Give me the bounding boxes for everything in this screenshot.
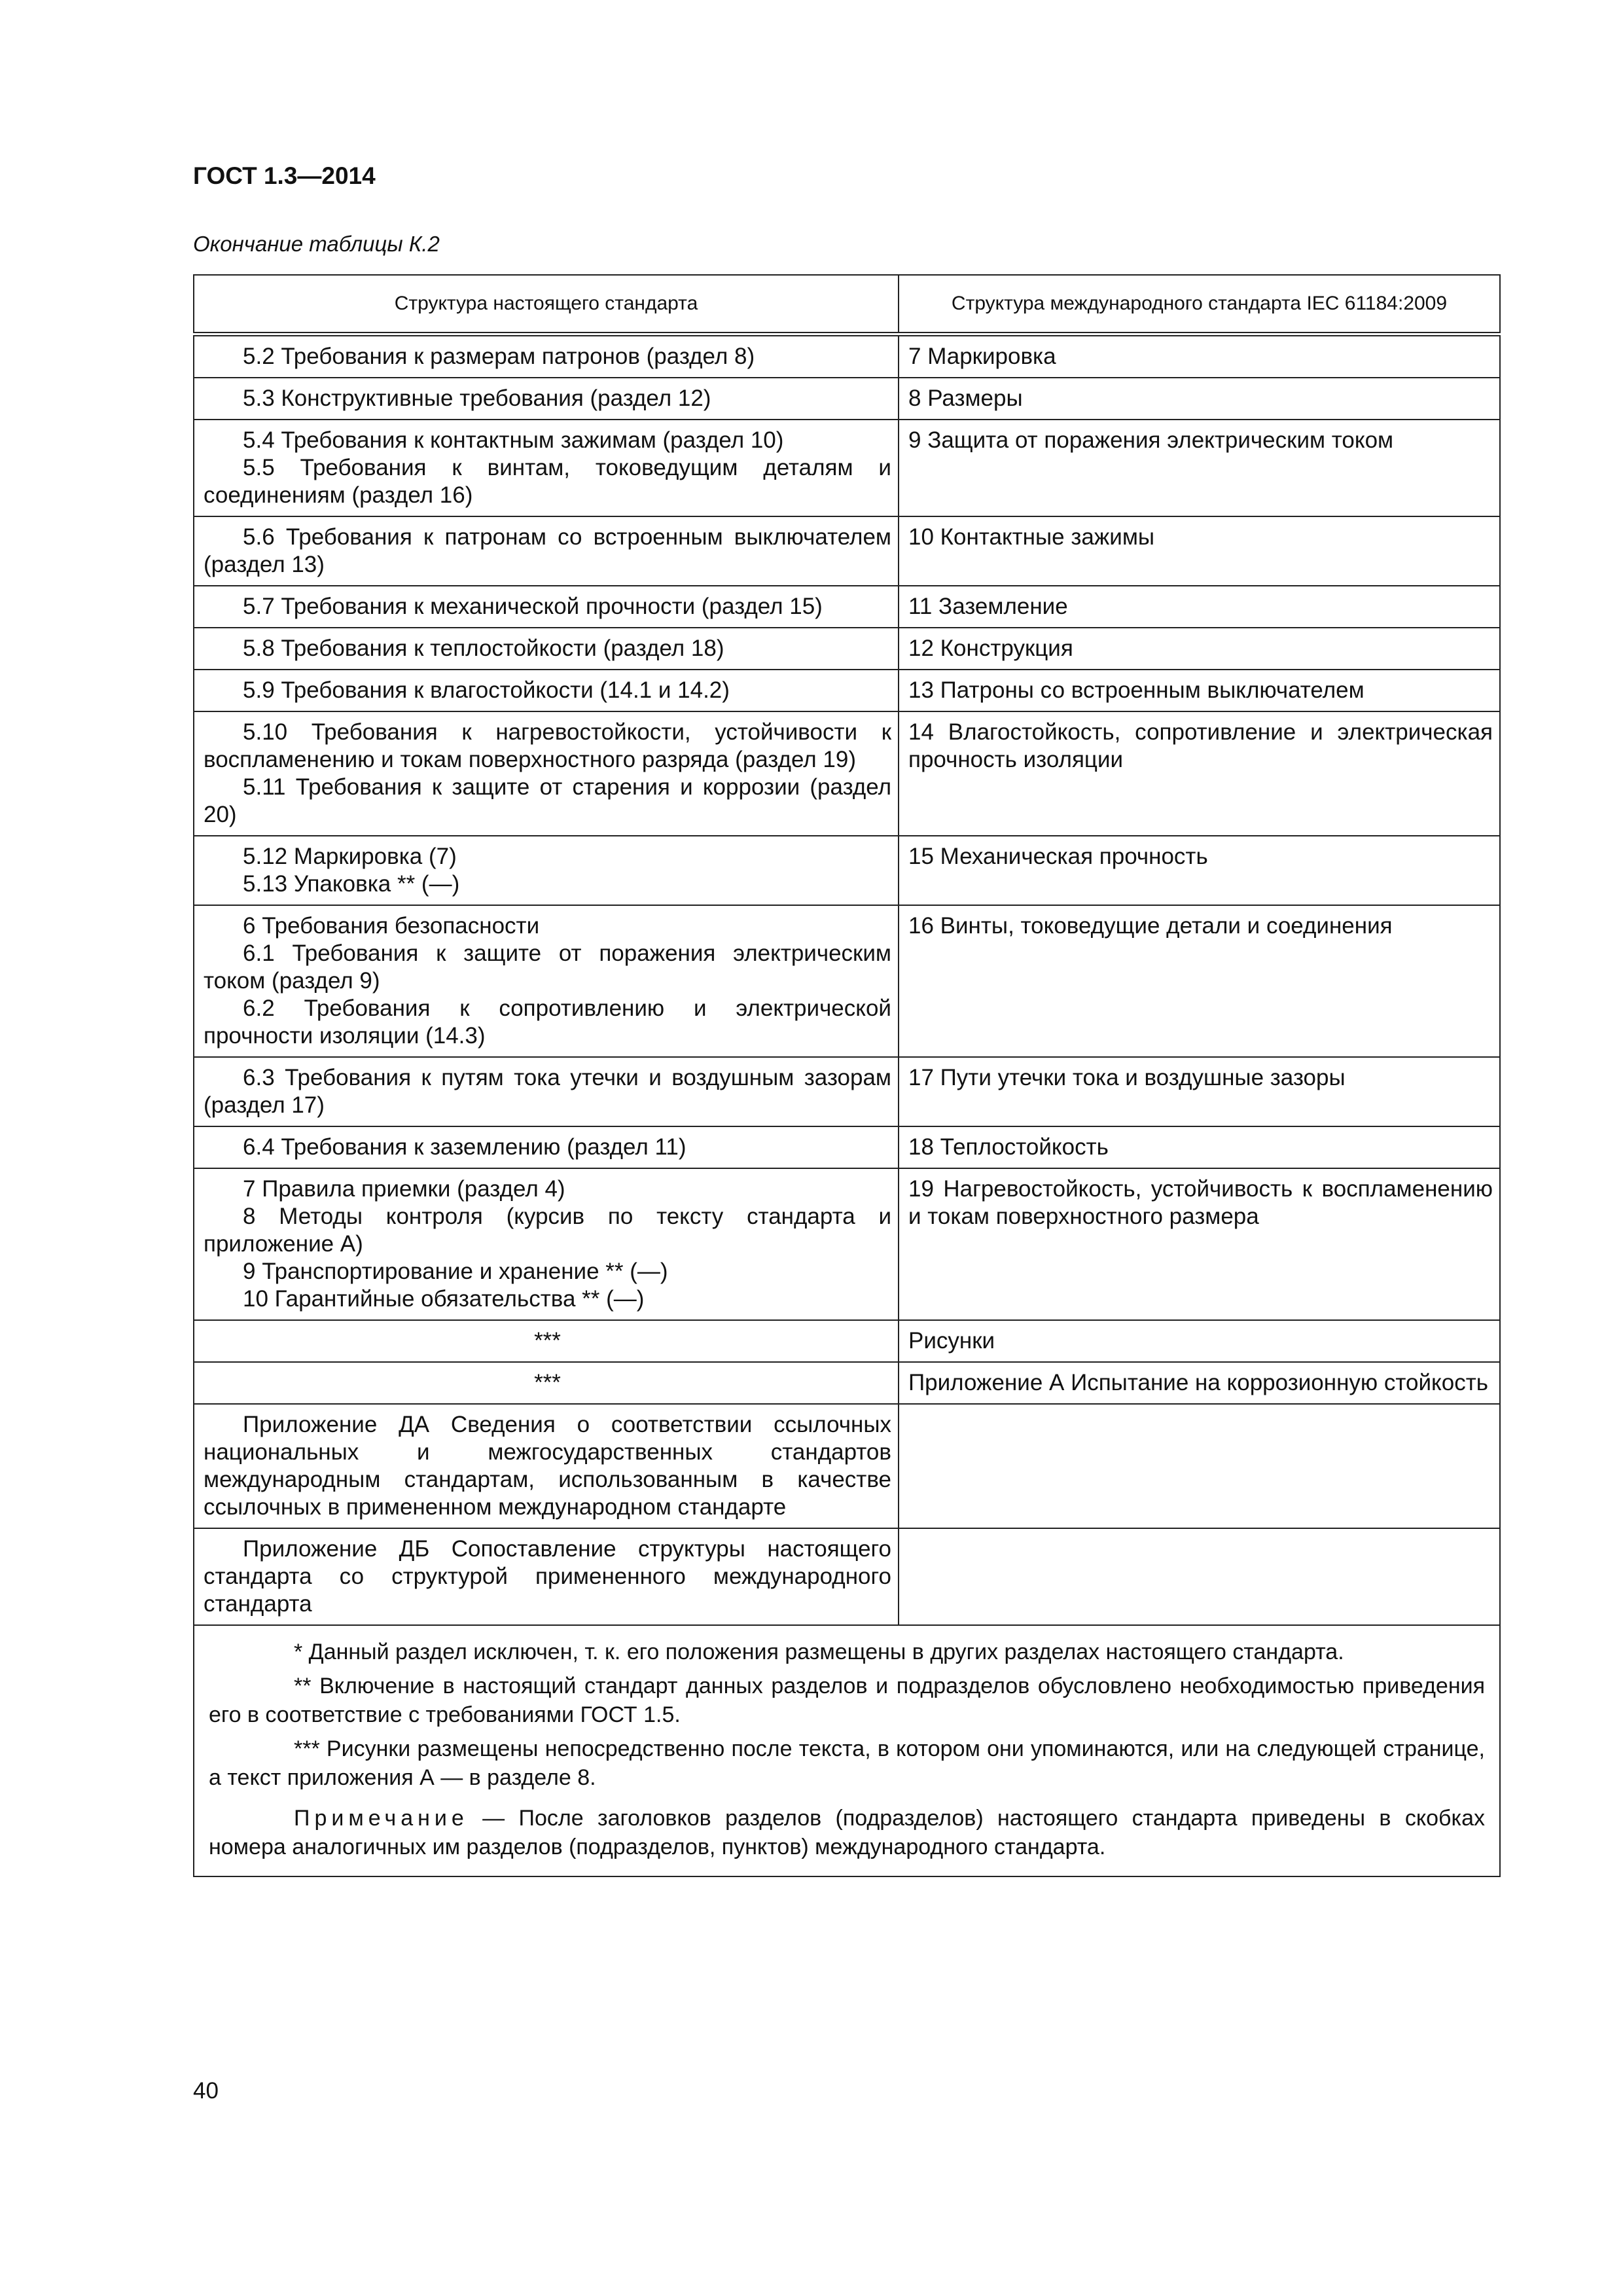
cell-line: 5.2 Требования к размерам патронов (раздел 8) <box>243 344 755 369</box>
cell-line: 5.6 Требования к патронам со встроенным выключателем (раздел 13) <box>204 524 891 577</box>
cell-line: 9 Защита от поражения электрическим током <box>908 427 1394 453</box>
cell-line: 5.5 Требования к винтам, токоведущим деталям и соединениям (раздел 16) <box>204 455 891 508</box>
cell-line: 7 Правила приемки (раздел 4) <box>243 1176 565 1202</box>
cell-left <box>194 516 899 586</box>
cell-line: Приложение А Испытание на коррозионную стойкость <box>908 1370 1488 1395</box>
table-row <box>194 1057 1500 1126</box>
remark-text: — После заголовков разделов (подразделов) настоящего стандарта приведены в скобках номера аналогичных им разделов (подразделов, пунктов) международного стандарта. <box>209 1806 1485 1859</box>
footnote-1: * Данный раздел исключен, т. к. его положения размещены в других разделах настоящего стандарта. <box>294 1640 1344 1664</box>
cell-line: 5.4 Требования к контактным зажимам (раздел 10) <box>243 427 784 453</box>
cell-right <box>899 670 1500 711</box>
cell-left <box>194 836 899 905</box>
cell-right <box>899 1528 1500 1625</box>
cell-left <box>194 711 899 836</box>
cell-right <box>899 1320 1500 1362</box>
table-row <box>194 1168 1500 1320</box>
cell-left <box>194 420 899 516</box>
cell-line: 16 Винты, токоведущие детали и соединения <box>908 913 1393 939</box>
cell-left: *** <box>194 1362 899 1404</box>
cell-right <box>899 1362 1500 1404</box>
cell-line: 8 Методы контроля (курсив по тексту стандарта и приложение А) <box>204 1204 891 1257</box>
footnote-3: *** Рисунки размещены непосредственно после текста, в котором они упоминаются, или на следующей странице, а текст приложения А — в разделе 8. <box>209 1736 1485 1790</box>
cell-line: 15 Механическая прочность <box>908 844 1208 869</box>
cell-line: 9 Транспортирование и хранение ** (—) <box>243 1259 668 1284</box>
cell-right <box>899 628 1500 670</box>
remark-label: Примечание <box>294 1806 469 1831</box>
cell-line: 5.12 Маркировка (7) <box>243 844 457 869</box>
cell-line: Рисунки <box>908 1328 995 1354</box>
table-body <box>194 334 1500 1626</box>
cell-line: 5.9 Требования к влагостойкости (14.1 и 14.2) <box>243 677 730 703</box>
table-row <box>194 711 1500 836</box>
table-row <box>194 586 1500 628</box>
cell-left <box>194 1404 899 1528</box>
cell-right <box>899 1168 1500 1320</box>
notes-row <box>194 1625 1500 1876</box>
footnote-2: ** Включение в настоящий стандарт данных разделов и подразделов обусловлено необходимостью приведения его в соответствие с требованиями ГОСТ 1.5. <box>209 1674 1485 1727</box>
cell-left <box>194 378 899 420</box>
cell-line: 6.3 Требования к путям тока утечки и воздушным зазорам (раздел 17) <box>204 1065 891 1118</box>
document-header: ГОСТ 1.3—2014 <box>193 162 376 189</box>
column-header-right: Структура международного стандарта IEC 61184:2009 <box>899 275 1500 334</box>
cell-line: 6 Требования безопасности <box>243 913 540 939</box>
cell-line: 5.10 Требования к нагревостойкости, устойчивости к воспламенению и токам поверхностного разряда (раздел 19) <box>204 719 891 772</box>
table-row <box>194 836 1500 905</box>
cell-left <box>194 586 899 628</box>
cell-line: Приложение ДБ Сопоставление структуры настоящего стандарта со структурой примененного международного стандарта <box>204 1536 891 1617</box>
table-row <box>194 516 1500 586</box>
cell-line: 5.13 Упаковка ** (—) <box>243 871 460 897</box>
cell-line: 5.3 Конструктивные требования (раздел 12) <box>243 386 711 411</box>
table-row <box>194 628 1500 670</box>
cell-right <box>899 711 1500 836</box>
cell-line: 5.11 Требования к защите от старения и коррозии (раздел 20) <box>204 774 891 827</box>
cell-line: 7 Маркировка <box>908 344 1056 369</box>
structure-table <box>193 274 1501 1877</box>
cell-left <box>194 1528 899 1625</box>
cell-right <box>899 378 1500 420</box>
remark <box>209 1804 1485 1861</box>
cell-left <box>194 1057 899 1126</box>
cell-left <box>194 334 899 378</box>
cell-left <box>194 1168 899 1320</box>
table-row <box>194 1320 1500 1362</box>
cell-right <box>899 516 1500 586</box>
table-row <box>194 420 1500 516</box>
table-row <box>194 378 1500 420</box>
table-row <box>194 905 1500 1057</box>
table-row <box>194 670 1500 711</box>
cell-line: Приложение ДА Сведения о соответствии ссылочных национальных и межгосударственных стандартов международным стандартам, использованным в качестве ссылочных в примененном международном стандарте <box>204 1412 891 1520</box>
cell-line: 17 Пути утечки тока и воздушные зазоры <box>908 1065 1346 1090</box>
table-header-row <box>194 275 1500 334</box>
cell-line: 14 Влагостойкость, сопротивление и электрическая прочность изоляции <box>908 719 1493 772</box>
column-header-left: Структура настоящего стандарта <box>194 275 899 334</box>
cell-left <box>194 1126 899 1168</box>
table-caption: Окончание таблицы К.2 <box>193 232 440 256</box>
cell-right <box>899 1126 1500 1168</box>
cell-line: 6.2 Требования к сопротивлению и электрической прочности изоляции (14.3) <box>204 996 891 1049</box>
cell-line: 6.1 Требования к защите от поражения электрическим током (раздел 9) <box>204 941 891 994</box>
cell-line: 8 Размеры <box>908 386 1023 411</box>
table-row <box>194 334 1500 378</box>
cell-right <box>899 1404 1500 1528</box>
cell-right <box>899 420 1500 516</box>
notes-cell <box>194 1625 1500 1876</box>
table-row <box>194 1528 1500 1625</box>
cell-right <box>899 334 1500 378</box>
cell-right <box>899 586 1500 628</box>
cell-line: 10 Контактные зажимы <box>908 524 1155 550</box>
cell-line: 5.8 Требования к теплостойкости (раздел 18) <box>243 636 724 661</box>
cell-line: 10 Гарантийные обязательства ** (—) <box>243 1286 645 1312</box>
cell-left <box>194 628 899 670</box>
cell-right <box>899 905 1500 1057</box>
cell-left <box>194 905 899 1057</box>
cell-right <box>899 1057 1500 1126</box>
table-row <box>194 1404 1500 1528</box>
cell-right <box>899 836 1500 905</box>
page-number: 40 <box>193 2078 219 2104</box>
table-row <box>194 1126 1500 1168</box>
cell-line: 5.7 Требования к механической прочности (раздел 15) <box>243 594 823 619</box>
cell-line: 13 Патроны со встроенным выключателем <box>908 677 1364 703</box>
cell-line: 18 Теплостойкость <box>908 1134 1109 1160</box>
cell-left: *** <box>194 1320 899 1362</box>
table-row <box>194 1362 1500 1404</box>
cell-line: 6.4 Требования к заземлению (раздел 11) <box>243 1134 687 1160</box>
cell-line: 11 Заземление <box>908 594 1068 619</box>
cell-line: 19 Нагревостойкость, устойчивость к воспламенению и токам поверхностного размера <box>908 1176 1493 1229</box>
cell-left <box>194 670 899 711</box>
cell-line: 12 Конструкция <box>908 636 1073 661</box>
